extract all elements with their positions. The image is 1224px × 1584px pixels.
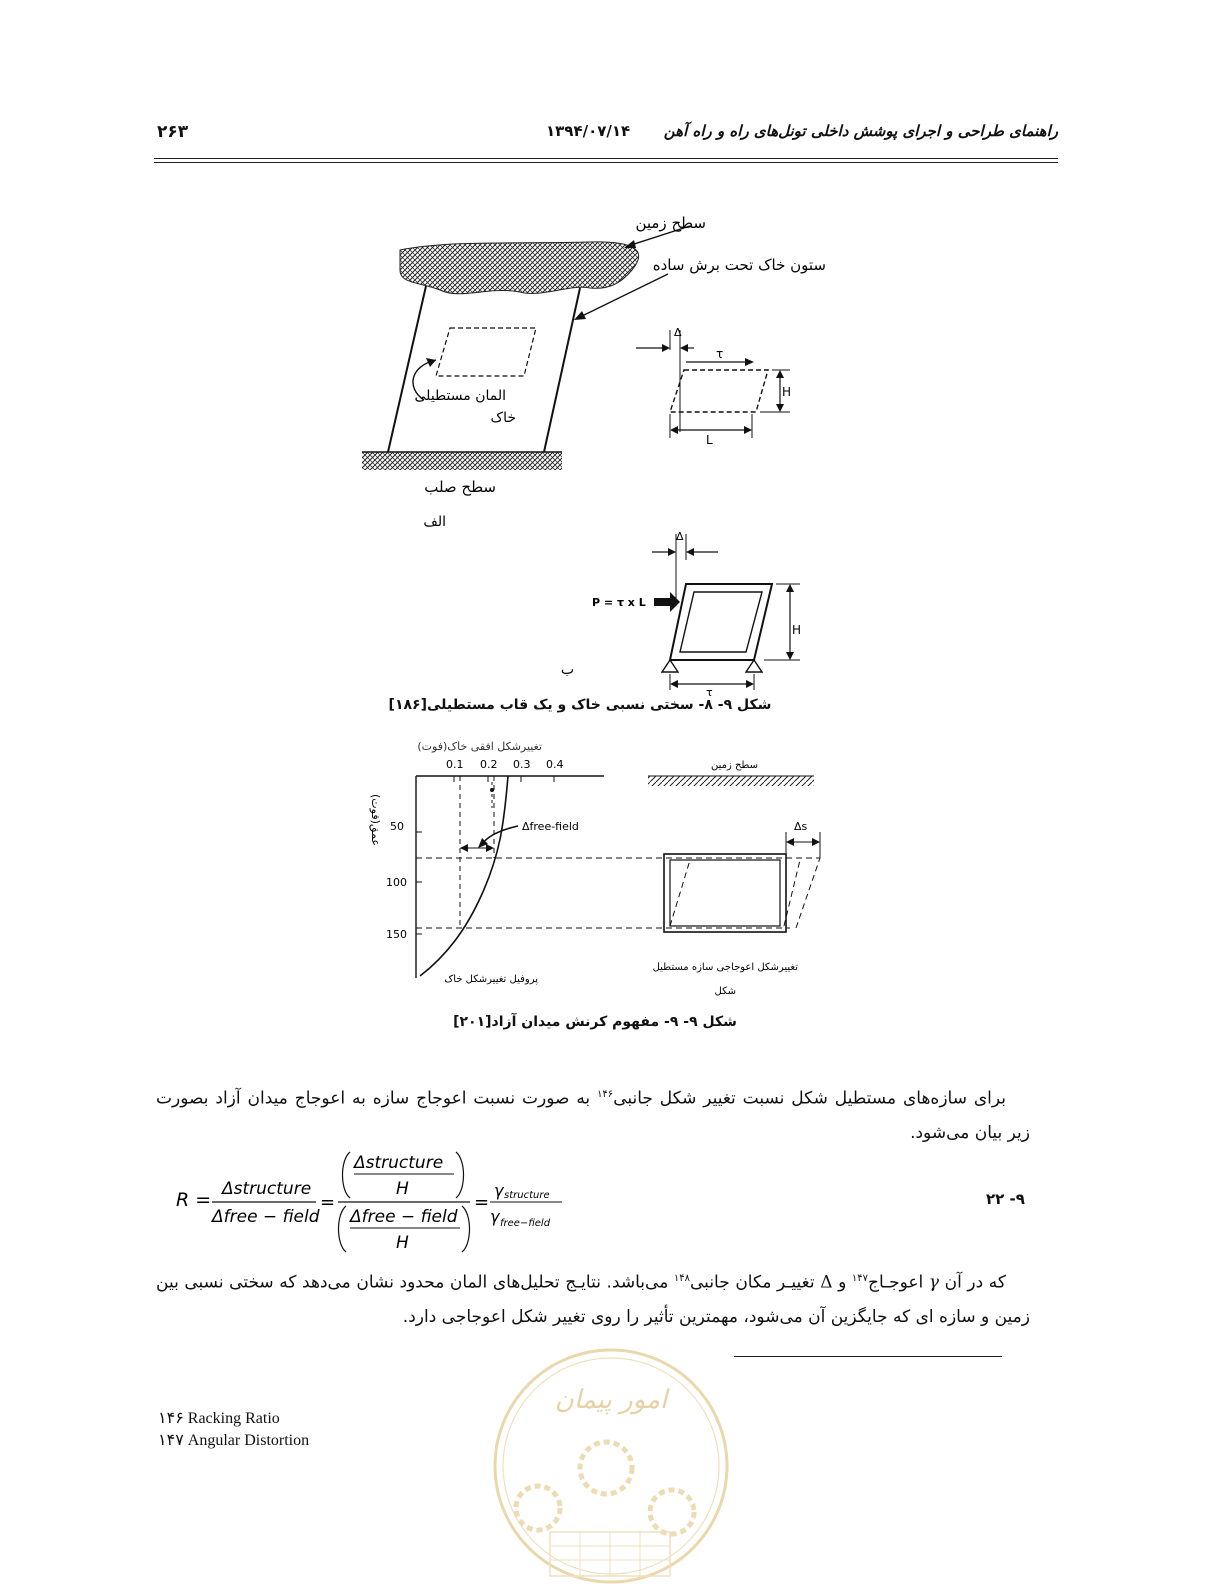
footnote-separator xyxy=(734,1356,1002,1357)
frame-inner xyxy=(680,592,762,652)
svg-text:Δstructure: Δstructure xyxy=(222,1179,312,1199)
footnote-146: ۱۴۶ Racking Ratio xyxy=(158,1410,280,1427)
structure-frame-inner xyxy=(670,860,780,926)
ground-soil-mass xyxy=(400,242,639,294)
label-ground-surface: سطح زمین xyxy=(635,214,706,232)
paragraph-1: برای سازه‌های مستطیل شکل نسبت تغییر شکل جانبی$^{۱۴۶}$ به صورت نسبت اعوجاج سازه به اعوجاج میدان آزاد بصورت زیر بیان می‌شود. xyxy=(156,1088,1030,1143)
label-bedrock: سطح صلب xyxy=(424,478,496,496)
svg-text:H: H xyxy=(782,385,792,399)
header-rule-bottom xyxy=(154,162,1058,163)
label-force: P = τ x L xyxy=(592,596,646,609)
footnote-ref-147: ۱۴۷ xyxy=(851,1273,868,1284)
figure-8-caption: شکل ۹- ۸- سختی نسبی خاک و یک قاب مستطیلی[۱۸۶] xyxy=(388,697,772,713)
structure-frame-outer xyxy=(664,854,786,932)
svg-text:Δfree − field: Δfree − field xyxy=(212,1207,320,1227)
figure-9-diagram xyxy=(350,734,840,1004)
structure-label-line1: تغییرشکل اعوجاجی سازه مستطیل xyxy=(652,962,798,973)
figure-9-caption: شکل ۹- ۹- مفهوم کرنش میدان آزاد[۲۰۱] xyxy=(453,1014,737,1030)
svg-text:H: H xyxy=(396,1179,409,1199)
svg-text:Δfree − field: Δfree − field xyxy=(350,1207,458,1227)
frame-outer xyxy=(670,584,772,660)
depth-tick-50: 50 xyxy=(390,820,404,833)
bedrock-hatch xyxy=(362,452,562,470)
label-part-b: ب xyxy=(560,662,574,678)
svg-text:R =: R = xyxy=(176,1189,212,1211)
label-element-line1: المان مستطیلی xyxy=(414,388,506,404)
svg-text:=: = xyxy=(474,1192,490,1213)
svg-text:H: H xyxy=(396,1233,409,1253)
label-soil-column: ستون خاک تحت برش ساده xyxy=(652,256,826,274)
figure-8-diagram xyxy=(340,200,860,700)
depth-axis-label: عمق(فوت) xyxy=(369,794,382,846)
sheared-element xyxy=(670,370,768,412)
svg-text:L: L xyxy=(706,433,713,447)
depth-tick-150: 150 xyxy=(386,928,407,941)
structure-label-line2: شکل xyxy=(714,986,736,997)
profile-label: پروفیل تغییرشکل خاک xyxy=(444,974,538,985)
soil-column-right-edge xyxy=(544,288,580,452)
watermark-logo xyxy=(486,1336,736,1584)
top-axis-label: تغییرشکل افقی خاک(فوت) xyxy=(417,740,542,753)
svg-text:free−field: free−field xyxy=(500,1218,551,1229)
footnote-147: ۱۴۷ Angular Distortion xyxy=(158,1432,310,1449)
top-tick-2: 0.3 xyxy=(513,758,531,771)
soil-element-dashed xyxy=(436,328,536,376)
header-page-number: ۲۶۳ xyxy=(157,122,189,142)
svg-text:Δ: Δ xyxy=(676,530,684,543)
soil-column-left-edge xyxy=(388,286,426,452)
delta-free-field-label: Δfree-field xyxy=(522,820,579,833)
svg-text:=: = xyxy=(320,1192,336,1213)
top-tick-0: 0.1 xyxy=(446,758,464,771)
header-title: راهنمای طراحی و اجرای پوشش داخلی تونل‌های راه و راه آهن xyxy=(663,122,1058,140)
svg-text:H: H xyxy=(792,623,802,637)
footnote-ref-148: ۱۴۸ xyxy=(673,1273,691,1284)
svg-text:Δ: Δ xyxy=(674,326,682,339)
svg-text:γ: γ xyxy=(494,1181,504,1200)
header-date: ۱۳۹۴/۰۷/۱۴ xyxy=(546,122,631,140)
paragraph-2: که در آن γ اعوجـاج$^{۱۴۷}$ و Δ تغییـر مکان جانبی$^{۱۴۸}$ می‌باشد. نتایـج تحلیل‌های المان محدود نشان می‌دهد که سختی نسبی بین زمین و سازه ای که جایگزین آن می‌شود، مهمترین تأثیر را روی تغییر شکل اعوجاجی دارد. xyxy=(156,1272,1030,1327)
svg-text:τ: τ xyxy=(706,686,713,699)
svg-text:γ: γ xyxy=(490,1207,500,1226)
ground-surface-label: سطح زمین xyxy=(710,760,758,771)
svg-text:τ: τ xyxy=(716,347,724,361)
svg-text:Δstructure: Δstructure xyxy=(354,1153,444,1173)
label-part-a: الف xyxy=(423,514,446,530)
svg-text:structure: structure xyxy=(504,1190,550,1201)
soil-deformation-profile xyxy=(420,776,508,976)
footnote-ref-146: ۱۴۶ xyxy=(597,1089,614,1100)
header-rule-top xyxy=(154,158,1058,159)
top-tick-3: 0.4 xyxy=(546,758,564,771)
equation-9-22 xyxy=(170,1146,590,1256)
watermark-text: امور پیمان xyxy=(554,1385,668,1415)
label-element-line2: خاک xyxy=(490,410,516,426)
top-tick-1: 0.2 xyxy=(480,758,498,771)
depth-tick-100: 100 xyxy=(386,876,407,889)
equation-number: ۹- ۲۲ xyxy=(986,1190,1025,1208)
delta-s-label: Δs xyxy=(794,820,808,833)
